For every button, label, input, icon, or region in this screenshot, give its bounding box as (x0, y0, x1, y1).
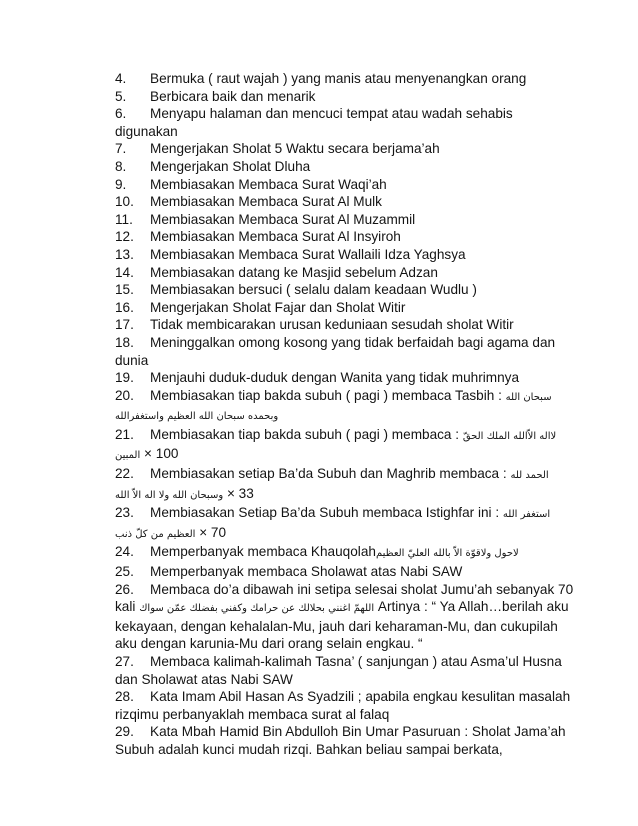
item-number: 26. (115, 581, 134, 597)
item-text: Memperbanyak membaca Sholawat atas Nabi SAW (150, 564, 463, 580)
item-text: Membiasakan Membaca Surat Wallaili Idza Yaghsya (150, 246, 466, 262)
item-text: Membiasakan Setiap Ba’da Subuh membaca Istighfar ini : (150, 505, 500, 521)
list-item (115, 211, 575, 229)
item-number: 10. (115, 194, 134, 210)
item-number: 13. (115, 246, 134, 262)
item-number: 24. (115, 544, 134, 560)
item-number: 27. (115, 654, 134, 669)
list-item (115, 504, 575, 543)
item-number: 5. (115, 88, 127, 104)
list-item (115, 176, 575, 194)
list-item (115, 88, 575, 106)
item-number: 11. (115, 211, 133, 227)
item-text: Mengerjakan Sholat Fajar dan Sholat Witir (150, 299, 406, 315)
list-item (115, 688, 575, 723)
list-item (115, 387, 575, 426)
prayer-translation: Artinya : “ Ya Allah…berilah aku kekayaan, dengan kehalalan-Mu, jauh dari keharaman-Mu, dan cukupilah aku dengan karunia-Mu dari orang selain engkau. “ (115, 599, 569, 652)
list-item (115, 140, 575, 158)
list-item (115, 426, 575, 465)
list-item (115, 581, 575, 653)
list-item (115, 193, 575, 211)
item-text: Membiasakan Membaca Surat Al Mulk (150, 194, 382, 210)
list-item (115, 228, 575, 246)
item-number: 28. (115, 689, 134, 705)
repeat-count: × 100 (144, 446, 179, 462)
item-number: 22. (115, 466, 134, 482)
list-item (115, 334, 575, 369)
item-text: Membiasakan bersuci ( selalu dalam keadaan Wudlu ) (150, 282, 477, 298)
arabic-tasbih-text: سبحان الله وبحمده سبحان الله العظيم واستغفرالله (115, 391, 552, 423)
list-item (115, 369, 575, 387)
item-text: Menyapu halaman dan mencuci tempat atau wadah sehabis digunakan (115, 106, 513, 139)
list-item (115, 653, 575, 688)
list-item (115, 465, 575, 504)
item-text: Membaca do’a dibawah ini setipa selesai sholat Jumu’ah sebanyak 70 kali (115, 581, 574, 615)
item-number: 12. (115, 229, 134, 245)
item-text: Kata Mbah Hamid Bin Abdulloh Bin Umar Pasuruan : Sholat Jama’ah Subuh adalah kunci mudah rizqi. Bahkan beliau sampai berkata, (115, 724, 566, 757)
item-number: 29. (115, 724, 134, 740)
item-text: Mengerjakan Sholat 5 Waktu secara berjama’ah (150, 141, 440, 157)
arabic-hamdalah-text: الحمد لله وسبحان الله ولا اله الاّ الله (115, 470, 549, 501)
repeat-count: × 70 (199, 524, 227, 540)
list-item (115, 723, 575, 758)
item-text: Meninggalkan omong kosong yang tidak berfaidah bagi agama dan dunia (115, 334, 556, 368)
list-item (115, 70, 575, 88)
item-text: Menjauhi duduk-duduk dengan Wanita yang tidak muhrimnya (150, 370, 520, 386)
item-number: 20. (115, 387, 134, 403)
item-text: Membiasakan Membaca Surat Al Muzammil (150, 211, 416, 227)
item-text: Bermuka ( raut wajah ) yang manis atau menyenangkan orang (150, 71, 527, 86)
item-number: 8. (115, 158, 127, 174)
list-item (115, 316, 575, 334)
item-text: Membiasakan tiap bakda subuh ( pagi ) membaca Tasbih : (150, 387, 502, 403)
arabic-hauqolah-text: لاحول ولاقوّة الاّ بالله العليّ العظيم (375, 548, 519, 560)
list-item (115, 563, 575, 581)
item-text: Berbicara baik dan menarik (150, 88, 316, 104)
item-text: Kata Imam Abil Hasan As Syadzili ; apabila engkau kesulitan masalah rizqimu perbanyaklah membaca surat al falaq (115, 689, 571, 722)
list-item (115, 264, 575, 282)
item-number: 18. (115, 334, 134, 350)
item-text: Membaca kalimah-kalimah Tasna’ ( sanjungan ) atau Asma’ul Husna dan Sholawat atas Nabi SAW (115, 654, 562, 687)
arabic-istighfar-text: استغفر الله العظيم من كلّ ذنب (115, 509, 551, 540)
repeat-count: × 33 (226, 485, 254, 501)
item-text: Memperbanyak membaca Khauqolah (150, 544, 376, 560)
item-text: Tidak membicarakan urusan keduniaan sesudah sholat Witir (150, 317, 514, 333)
item-text: Membiasakan Membaca Surat Waqi’ah (150, 176, 387, 192)
list-item (115, 299, 575, 317)
list-item (115, 281, 575, 299)
item-text: Membiasakan setiap Ba’da Subuh dan Maghrib membaca : (150, 466, 507, 482)
item-number: 25. (115, 564, 134, 580)
list-item (115, 246, 575, 264)
item-number: 6. (115, 106, 127, 122)
item-text: Mengerjakan Sholat Dluha (150, 158, 311, 174)
arabic-prayer-text: اللهمّ اغنني بحلالك عن حرامك وكفني بفضلك عمّن سواك (139, 603, 375, 615)
item-text: Membiasakan datang ke Masjid sebelum Adzan (150, 264, 438, 280)
practice-list (115, 70, 575, 759)
item-number: 7. (115, 141, 127, 157)
list-item (115, 543, 575, 563)
arabic-dhikr-text: لااله الاّالله الملك الحقّ المبين (115, 430, 557, 462)
list-item (115, 158, 575, 176)
item-number: 9. (115, 176, 127, 192)
item-number: 23. (115, 505, 134, 521)
item-number: 4. (115, 71, 127, 86)
item-number: 17. (115, 317, 134, 333)
item-text: Membiasakan Membaca Surat Al Insyiroh (150, 229, 401, 245)
item-number: 21. (115, 426, 134, 442)
item-number: 19. (115, 370, 134, 386)
item-number: 15. (115, 282, 134, 298)
item-number: 14. (115, 264, 134, 280)
item-number: 16. (115, 299, 134, 315)
list-item (115, 105, 575, 140)
item-text: Membiasakan tiap bakda subuh ( pagi ) membaca : (150, 426, 460, 442)
